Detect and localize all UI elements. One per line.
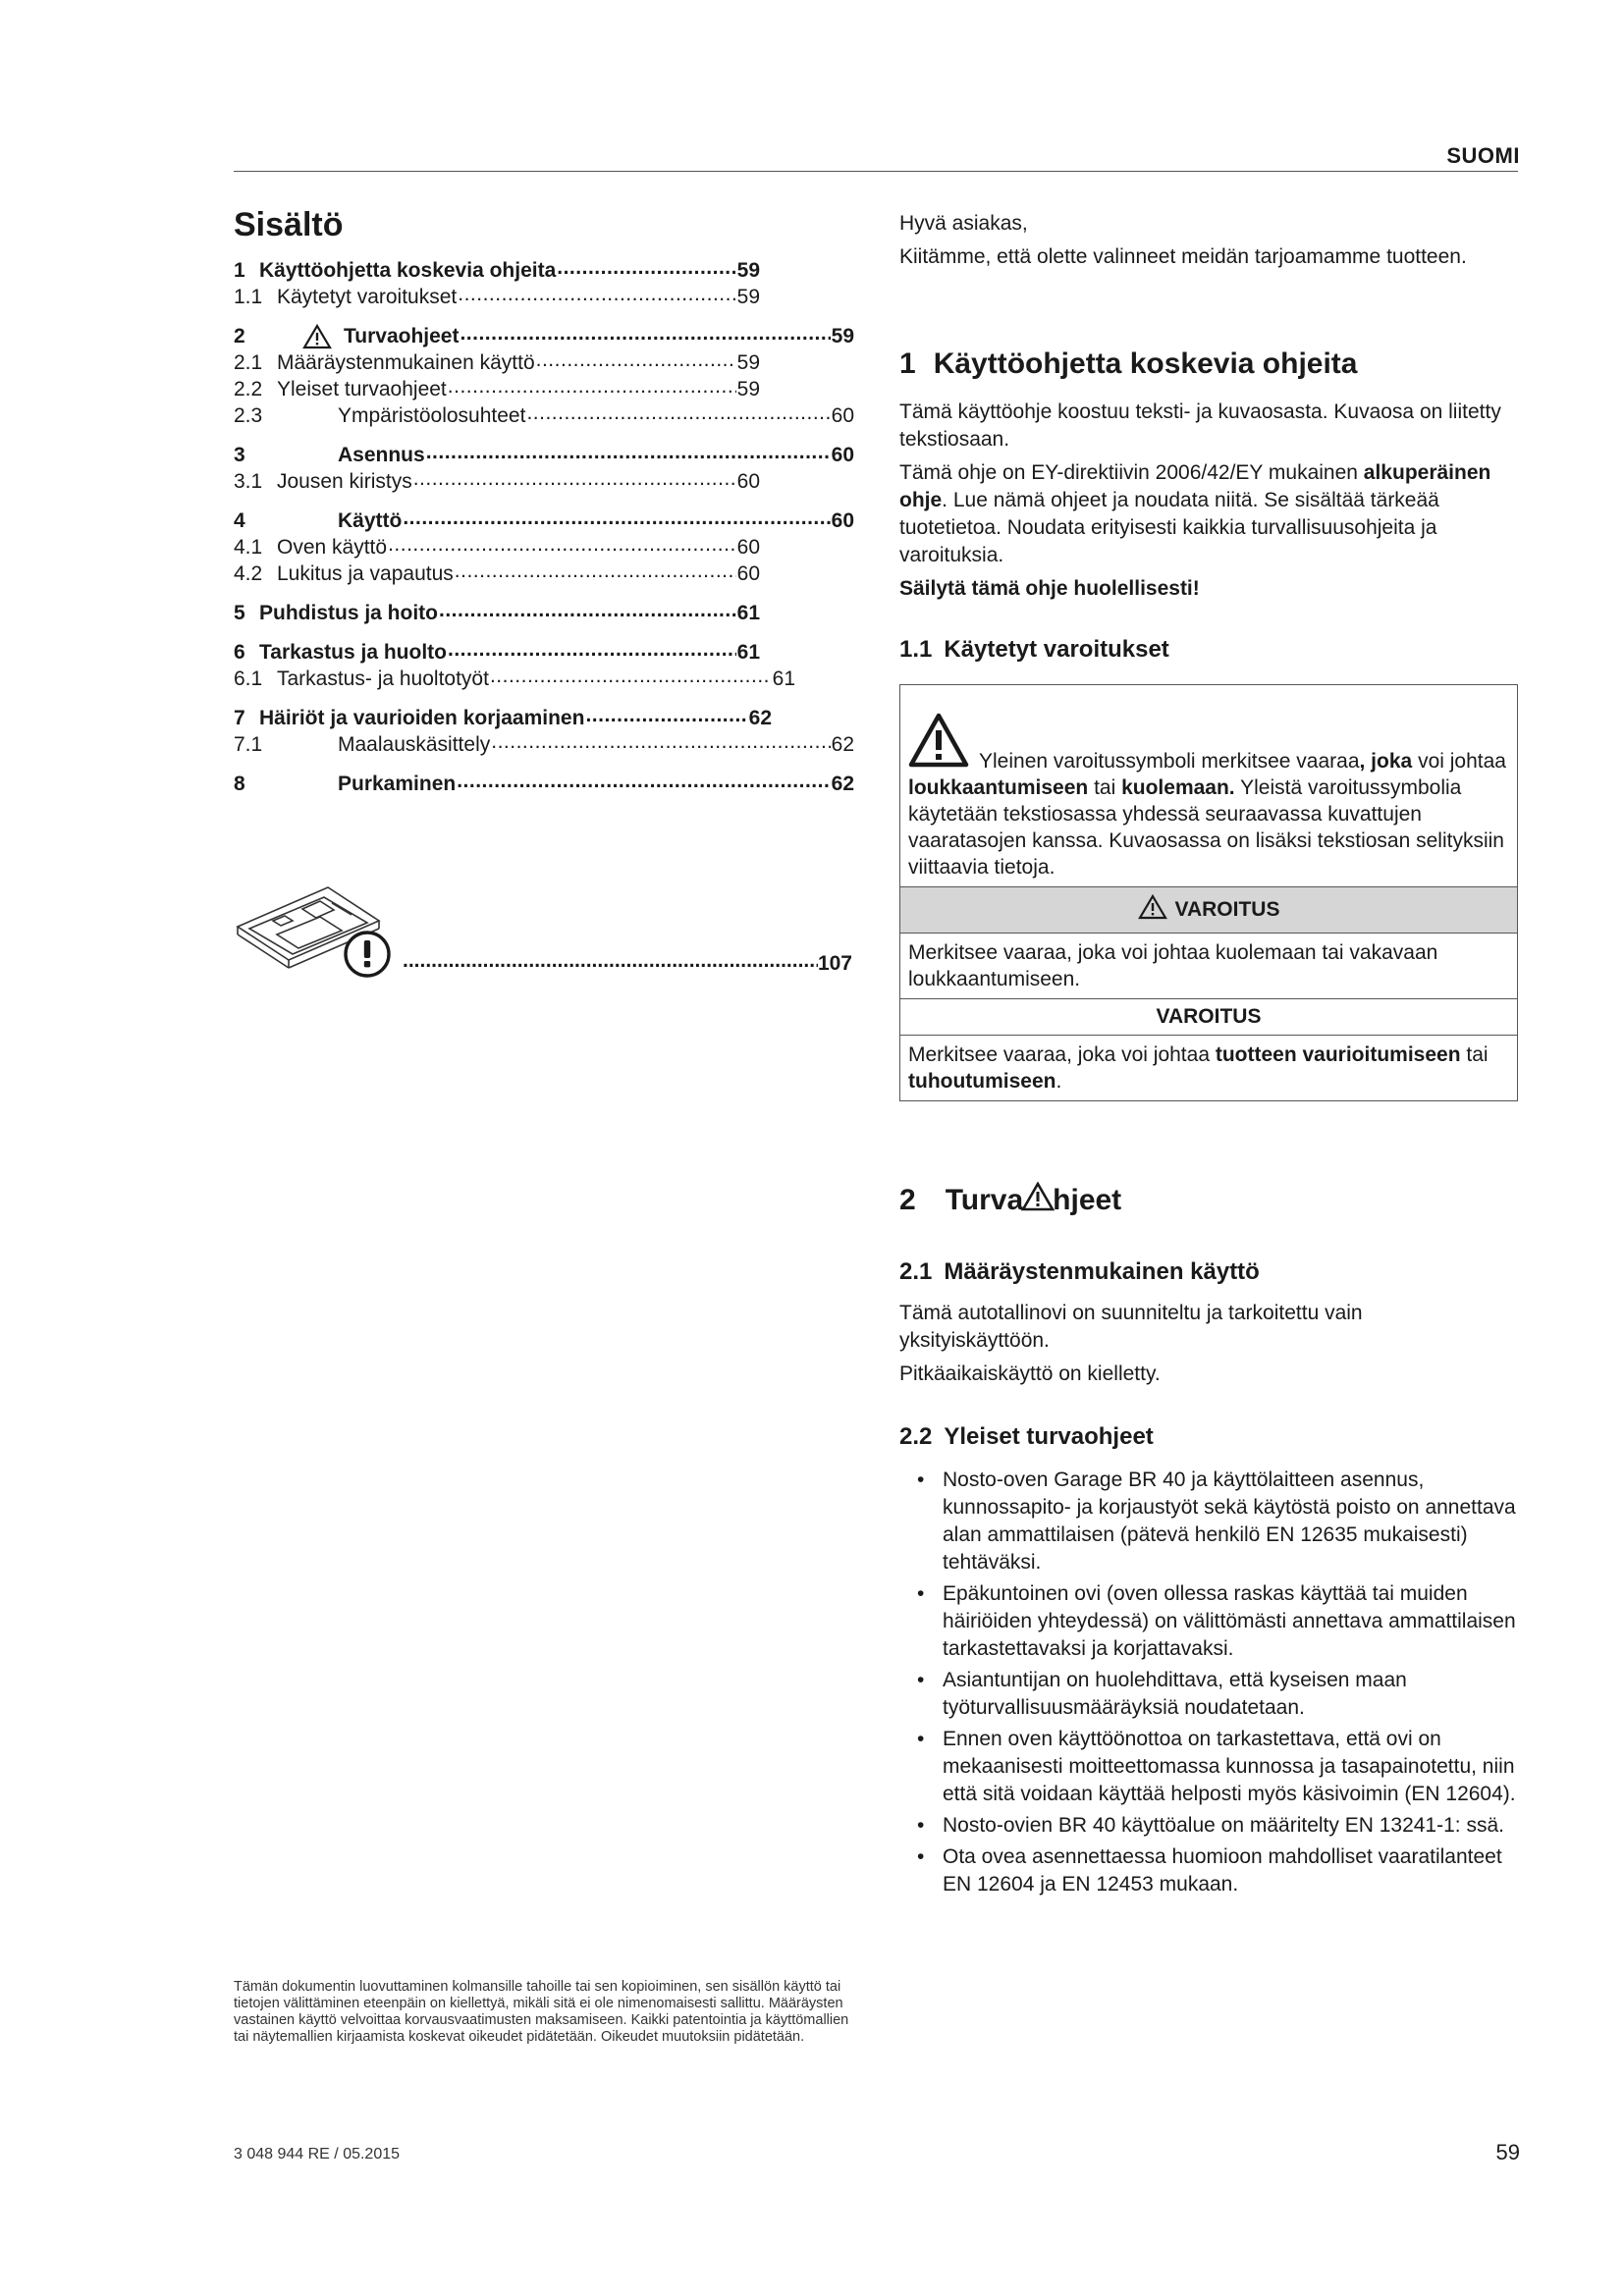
toc-label: Jousen kiristys — [277, 470, 412, 493]
toc-row[interactable]: 4.1 Oven käyttö ..... 60 — [234, 534, 854, 561]
toc-label: Purkaminen — [338, 773, 457, 795]
notice-level-text: Merkitsee vaaraa, joka voi johtaa tuotteen vaurioitumiseen tai tuhoutumiseen. — [908, 1043, 1489, 1093]
warning-triangle-icon — [1138, 894, 1167, 920]
table-of-contents — [234, 257, 854, 797]
toc-label: Häiriöt ja vaurioiden korjaaminen — [259, 707, 585, 729]
list-item: • Asiantuntijan on huolehdittava, että kyseisen maan työturvallisuusmääräyksiä noudatetaan. — [899, 1667, 1528, 1722]
toc-row[interactable]: 7 Häiriöt ja vaurioiden korjaaminen ..... 62 — [234, 705, 854, 731]
warning-level-text: Merkitsee vaaraa, joka voi johtaa kuolemaan tai vakavaan loukkaantumiseen. — [908, 941, 1438, 990]
list-item: • Ennen oven käyttöönottoa on tarkastettava, että ovi on mekaanisesti moitteettomassa kunnossa ja tasapainotettu, niin että sitä voidaan käyttää helposti myös käsivoimin (EN 12604). — [899, 1726, 1528, 1808]
section-2-heading: 2 Turva hjeet — [899, 1184, 1122, 1216]
list-item: • Ota ovea asennettaessa huomioon mahdolliset vaaratilanteet EN 12604 ja EN 12453 mukaan. — [899, 1843, 1528, 1898]
toc-page: 60 — [831, 444, 854, 466]
warning-definitions-box — [899, 684, 1518, 1101]
warning-triangle-icon — [1021, 1182, 1055, 1211]
toc-row[interactable]: 4 Käyttö ..... 60 — [234, 507, 854, 534]
toc-row[interactable]: 8 Purkaminen ..... 62 — [234, 771, 854, 797]
toc-row[interactable]: 3.1 Jousen kiristys ..... 60 — [234, 468, 854, 495]
general-warning-text: Yleinen varoitussymboli merkitsee vaaraa, joka voi johtaa loukkaantumiseen tai kuolemaan. Yleistä varoitussymbolia käytetään tekstiosassa yhdessä seuraavassa kuvattujen vaaratasojen kanssa. Kuvaosassa on lisäksi tekstiosan selityksiin viittaavia tietoja. — [900, 685, 1517, 886]
toc-label: Maalauskäsittely — [338, 733, 491, 756]
warning-level-label: VAROITUS — [900, 886, 1517, 934]
toc-label: Turvaohjeet — [344, 325, 460, 347]
toc-row[interactable]: 5 Puhdistus ja hoito ..... 61 — [234, 600, 854, 626]
section-1-1-heading: 1.1 Käytetyt varoitukset — [899, 636, 1169, 663]
toc-label: Puhdistus ja hoito — [259, 602, 438, 624]
section-1-paragraph: Tämä käyttöohje koostuu teksti- ja kuvaosasta. Kuvaosa on liitetty tekstiosaan. — [899, 400, 1501, 451]
toc-row[interactable]: 6.1 Tarkastus- ja huoltotyöt ..... 61 — [234, 666, 854, 692]
notice-level-label: VAROITUS — [900, 998, 1517, 1036]
toc-row[interactable]: 2.3 Ympäristöolosuhteet ..... 60 — [234, 402, 854, 429]
keep-instructions-note: Säilytä tämä ohje huolellisesti! — [899, 577, 1200, 600]
toc-label: Oven käyttö — [277, 536, 388, 559]
toc-label: Tarkastus ja huolto — [259, 641, 447, 664]
toc-page: 59 — [831, 325, 854, 347]
list-item: • Epäkuntoinen ovi (oven ollessa raskas käyttää tai muiden häiriöiden yhteydessä) on välittömästi annettava ammattilaisen tarkastettavaksi ja korjattavaksi. — [899, 1580, 1528, 1663]
door-drive-illustration-icon — [234, 883, 403, 986]
header-rule — [234, 171, 1518, 172]
toc-label: Lukitus ja vapautus — [277, 562, 454, 585]
intro — [899, 210, 1518, 271]
toc-page: 60 — [736, 562, 760, 585]
intended-use-text: Tämä autotallinovi on suunniteltu ja tarkoitettu vain yksityiskäyttöön. — [899, 1302, 1363, 1352]
toc-label: Asennus — [338, 444, 425, 466]
toc-page: 59 — [736, 378, 760, 400]
toc-title: Sisältö — [234, 206, 344, 243]
toc-label: Yleiset turvaohjeet — [277, 378, 447, 400]
toc-label: Käytetyt varoitukset — [277, 286, 458, 308]
toc-page: 61 — [772, 667, 795, 690]
toc-page: 59 — [736, 286, 760, 308]
toc-page: 62 — [748, 707, 772, 729]
toc-label: Käyttöohjetta koskevia ohjeita — [259, 259, 557, 282]
toc-row[interactable]: 2 Turvaohjeet ..... 59 — [234, 323, 854, 349]
toc-page: 61 — [736, 602, 760, 624]
warning-triangle-icon — [302, 324, 332, 349]
safety-instructions-list — [899, 1467, 1528, 1902]
toc-page: 60 — [736, 470, 760, 493]
section-2-1-heading: 2.1 Määräystenmukainen käyttö — [899, 1258, 1260, 1285]
section-1-heading: 1 Käyttöohjetta koskevia ohjeita — [899, 347, 1358, 380]
toc-page: 60 — [736, 536, 760, 559]
toc-row[interactable]: 2.2 Yleiset turvaohjeet ..... 59 — [234, 376, 854, 402]
toc-row[interactable]: 2.1 Määräystenmukainen käyttö ..... 59 — [234, 349, 854, 376]
toc-page: 61 — [736, 641, 760, 664]
section-2-1-body — [899, 1300, 1518, 1388]
language-label: SUOMI — [1446, 143, 1520, 168]
toc-label: Ympäristöolosuhteet — [338, 404, 526, 427]
greeting: Hyvä asiakas, — [899, 212, 1028, 235]
toc-page: 59 — [736, 351, 760, 374]
toc-page: 59 — [736, 259, 760, 282]
toc-row[interactable]: 6 Tarkastus ja huolto ..... 61 — [234, 639, 854, 666]
toc-row[interactable]: 1 Käyttöohjetta koskevia ohjeita ..... 59 — [234, 257, 854, 284]
section-1-paragraph: Tämä ohje on EY-direktiivin 2006/42/EY mukainen alkuperäinen ohje. Lue nämä ohjeet ja noudata niitä. Se sisältää tärkeää tuotetietoa. Noudata erityisesti kaikkia turvallisuusohjeita ja varoituksia. — [899, 461, 1491, 566]
document-number: 3 048 944 RE / 05.2015 — [234, 2146, 401, 2163]
toc-page: 62 — [831, 773, 854, 795]
thanks-text: Kiitämme, että olette valinneet meidän tarjoamamme tuotteen. — [899, 245, 1467, 268]
toc-label: Käyttö — [338, 509, 403, 532]
list-item: • Nosto-ovien BR 40 käyttöalue on määritelty EN 13241-1: ssä. — [899, 1812, 1528, 1840]
toc-page: 107 — [817, 952, 852, 975]
toc-page: 60 — [831, 509, 854, 532]
toc-row[interactable]: 3 Asennus ..... 60 — [234, 442, 854, 468]
toc-row[interactable]: 4.2 Lukitus ja vapautus ..... 60 — [234, 561, 854, 587]
copyright-notice: Tämän dokumentin luovuttaminen kolmansille tahoille tai sen kopioiminen, sen sisällön käyttö tai tietojen välittäminen eteenpäin on kiellettyä, mikäli sitä ei ole nimenomaisesti sallittu. Määräysten vastainen käyttö velvoittaa korvausvaatimusten maksamiseen. Kaikki patentointia ja käyttömallien tai näytemallien kirjaamista koskevat oikeudet pidätetään. Oikeudet muutoksiin pidätetään. — [234, 1979, 849, 2045]
toc-illustration-row[interactable] — [403, 952, 852, 976]
section-1-body — [899, 399, 1518, 603]
section-2-2-heading: 2.2 Yleiset turvaohjeet — [899, 1423, 1154, 1450]
page-number: 59 — [1495, 2140, 1520, 2164]
toc-page: 62 — [831, 733, 854, 756]
toc-row[interactable]: 1.1 Käytetyt varoitukset ..... 59 — [234, 284, 854, 310]
toc-label: Määräystenmukainen käyttö — [277, 351, 535, 374]
toc-page: 60 — [831, 404, 854, 427]
toc-label: Tarkastus- ja huoltotyöt — [277, 667, 489, 690]
list-item: • Nosto-oven Garage BR 40 ja käyttölaitteen asennus, kunnossapito- ja korjaustyöt sekä käytöstä poisto on annettava alan ammattilaisen (pätevä henkilö EN 12635 mukaisesti) tehtäväksi. — [899, 1467, 1528, 1576]
warning-triangle-icon — [908, 713, 969, 768]
toc-row[interactable]: 7.1 Maalauskäsittely ..... 62 — [234, 731, 854, 758]
long-term-use-text: Pitkäaikaiskäyttö on kielletty. — [899, 1362, 1161, 1385]
